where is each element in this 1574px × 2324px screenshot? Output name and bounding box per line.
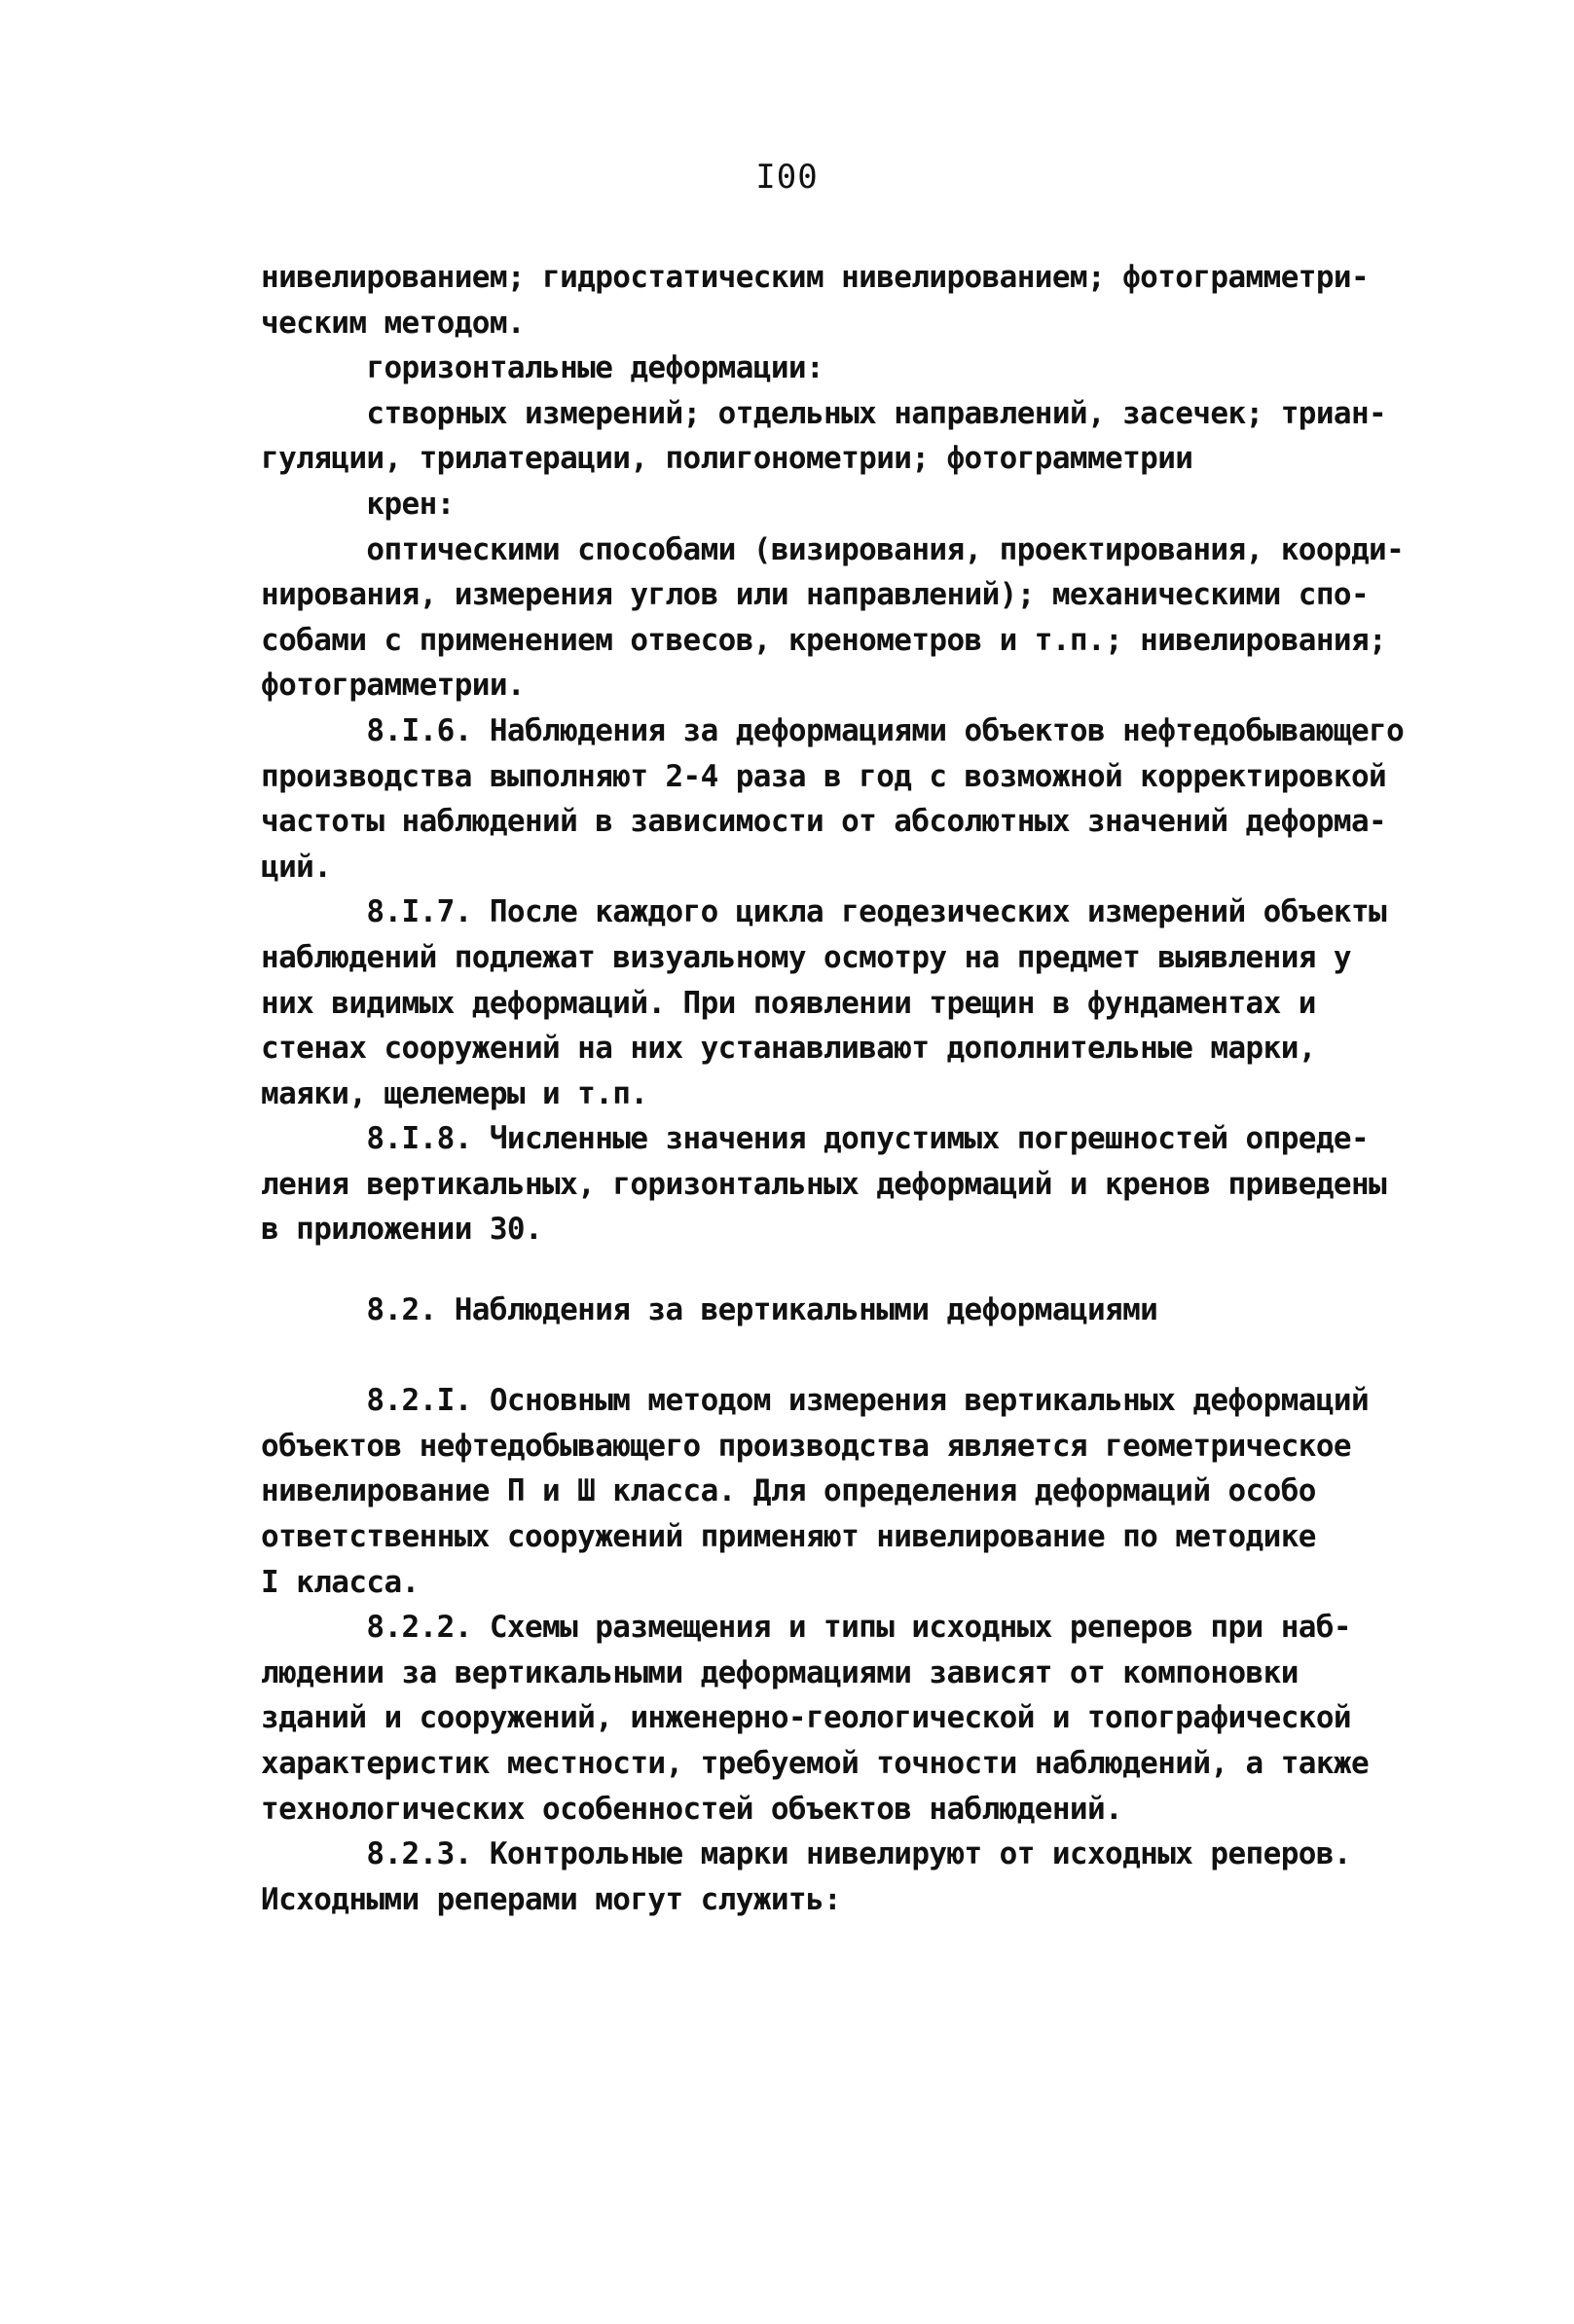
text-line: ответственных сооружений применяют нивелирование по методике [261, 1519, 1316, 1555]
text-line: маяки, щелемеры и т.п. [261, 1075, 648, 1111]
spacer [261, 1333, 1468, 1379]
text-line: собами с применением отвесов, кренометров и т.п.; нивелирования; [261, 622, 1387, 658]
text-line: 8.2.3. Контрольные марки нивелируют от исходных реперов. [261, 1836, 1351, 1872]
text-line: объектов нефтедобывающего производства является геометрическое [261, 1428, 1351, 1464]
text-line: стенах сооружений на них устанавливают дополнительные марки, [261, 1031, 1316, 1067]
text-line: характеристик местности, требуемой точности наблюдений, а также [261, 1746, 1370, 1781]
text-line: частоты наблюдений в зависимости от абсолютных значений деформа- [261, 804, 1387, 840]
text-line: Исходными реперами могут служить: [261, 1881, 842, 1917]
text-line: в приложении 30. [261, 1212, 543, 1248]
text-line: I класса. [261, 1564, 420, 1600]
text-line: людении за вертикальными деформациями зависят от компоновки [261, 1654, 1299, 1690]
text-line: гуляции, трилатерации, полигонометрии; фотограмметрии [261, 441, 1193, 477]
text-line: 8.I.8. Численные значения допустимых погрешностей опреде- [261, 1121, 1370, 1157]
text-line: 8.I.6. Наблюдения за деформациями объектов нефтедобывающего [261, 712, 1405, 748]
body-text [261, 255, 1468, 1922]
text-line: 8.2.I. Основным методом измерения вертикальных деформаций [261, 1383, 1370, 1419]
text-line: нивелирование П и Ш класса. Для определения деформаций особо [261, 1473, 1316, 1509]
text-line: ций. [261, 849, 332, 885]
text-line: фотограмметрии. [261, 668, 525, 704]
page-number: I00 [755, 158, 819, 197]
spacer [261, 1253, 1468, 1288]
text-line: створных измерений; отдельных направлений, засечек; триан- [261, 395, 1387, 431]
text-line: зданий и сооружений, инженерно-геологической и топографической [261, 1700, 1351, 1736]
text-line: крен: [261, 486, 455, 522]
text-line: технологических особенностей объектов наблюдений. [261, 1791, 1123, 1827]
text-line: 8.2.2. Схемы размещения и типы исходных реперов при наб- [261, 1610, 1351, 1646]
section-heading: 8.2. Наблюдения за вертикальными деформациями [261, 1292, 1158, 1328]
text-line: них видимых деформаций. При появлении трещин в фундаментах и [261, 985, 1316, 1021]
text-line: нивелированием; гидростатическим нивелированием; фотограмметри- [261, 260, 1370, 295]
text-line: 8.I.7. После каждого цикла геодезических измерений объекты [261, 894, 1387, 930]
text-line: производства выполняют 2-4 раза в год с возможной корректировкой [261, 758, 1387, 794]
text-line: наблюдений подлежат визуальному осмотру на предмет выявления у [261, 939, 1351, 975]
text-line: горизонтальные деформации: [261, 350, 824, 386]
text-line: оптическими способами (визирования, проектирования, коорди- [261, 531, 1405, 567]
text-line: нирования, измерения углов или направлений); механическими спо- [261, 577, 1370, 613]
text-line: ческим методом. [261, 305, 525, 341]
text-line: ления вертикальных, горизонтальных деформаций и кренов приведены [261, 1166, 1387, 1202]
